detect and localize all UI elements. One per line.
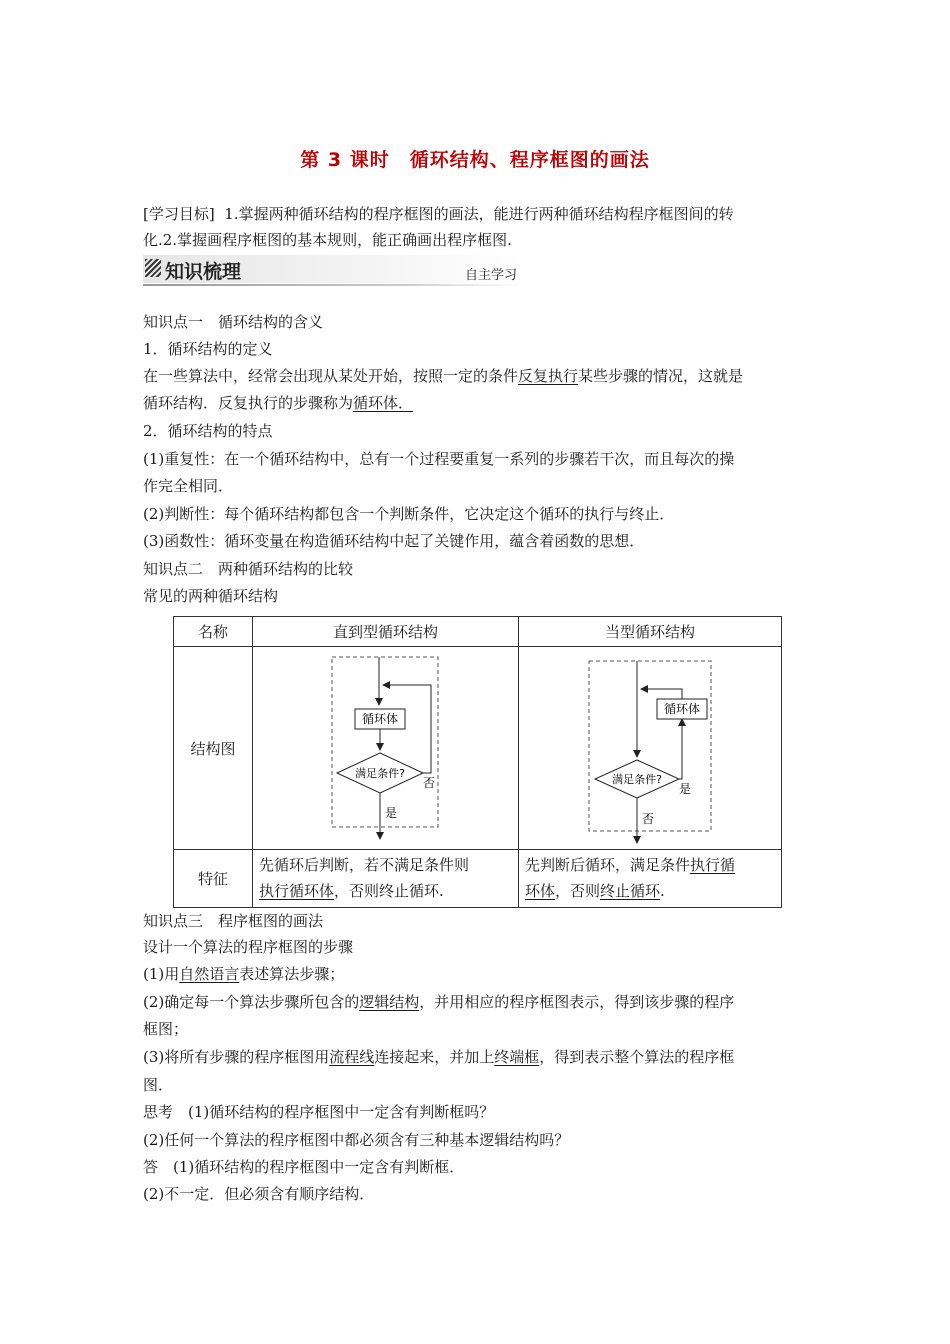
until-body-label: 循环体 bbox=[361, 712, 399, 726]
row-label-diagram: 结构图 bbox=[174, 647, 253, 850]
kp3-s1-text-a: (1)用 bbox=[143, 965, 180, 983]
while-yes-label: 是 bbox=[679, 782, 692, 796]
think-question-2: (2)任何一个算法的程序框图中都必须含有三种基本逻辑结构吗？ bbox=[143, 1131, 570, 1149]
page-title: 第 3 课时 循环结构、程序框图的画法 bbox=[300, 149, 650, 171]
kp3-step-2-line-2: 框图； bbox=[143, 1020, 189, 1038]
banner-subheading: 自主学习 bbox=[465, 268, 518, 283]
until-loop-diagram-cell bbox=[253, 647, 519, 850]
think-question-1: 思考 (1)循环结构的程序框图中一定含有判断框吗？ bbox=[143, 1103, 495, 1121]
until-feature-answer: 执行循环体 bbox=[259, 882, 335, 900]
kp1-s1-text-b: 某些步骤的情况，这就是 bbox=[578, 367, 744, 385]
until-feature-text-a: 先循环后判断，若不满足条件则 bbox=[259, 856, 470, 874]
banner-heading: 知识梳理 bbox=[165, 261, 242, 283]
objectives-text-1: 1.掌握两种循环结构的程序框图的画法，能进行两种循环结构程序框图间的转 bbox=[224, 205, 734, 223]
kp3-s1-text-b: 表述算法步骤； bbox=[239, 965, 345, 983]
while-cond-label: 满足条件? bbox=[612, 773, 662, 786]
section-banner bbox=[143, 255, 521, 303]
kp3-step-3-line-1 bbox=[143, 1047, 813, 1067]
kp1-s1-title: 1．循环结构的定义 bbox=[143, 340, 273, 358]
kp3-s3-text-b: 连接起来，并加上 bbox=[374, 1048, 495, 1066]
while-feature-text-a: 先判断后循环，满足条件 bbox=[525, 856, 691, 874]
kp2-heading: 知识点二 两种循环结构的比较 bbox=[143, 560, 354, 578]
kp3-step-3-line-2: 图． bbox=[143, 1076, 174, 1094]
kp3-heading: 知识点三 程序框图的画法 bbox=[143, 912, 324, 930]
header-until-type: 直到型循环结构 bbox=[253, 617, 519, 647]
until-loop-flowchart bbox=[253, 647, 518, 849]
kp1-s2-title: 2．循环结构的特点 bbox=[143, 422, 273, 440]
kp3-s3-text-c: ，得到表示整个算法的程序框 bbox=[539, 1048, 735, 1066]
while-body-label: 循环体 bbox=[663, 702, 701, 716]
kp1-p2: (2)判断性：每个循环结构都包含一个判断条件，它决定这个循环的执行与终止． bbox=[143, 505, 675, 523]
header-name: 名称 bbox=[174, 617, 253, 647]
kp1-p1-line-1: (1)重复性：在一个循环结构中，总有一个过程要重复一系列的步骤若干次，而且每次的操 bbox=[143, 450, 735, 468]
kp1-p3: (3)函数性：循环变量在构造循环结构中起了关键作用，蕴含着函数的思想． bbox=[143, 532, 645, 550]
until-feature-cell bbox=[253, 850, 519, 908]
kp1-s1-line-2 bbox=[143, 393, 813, 413]
kp3-step-1 bbox=[143, 964, 813, 984]
while-no-label: 否 bbox=[642, 812, 655, 826]
kp1-s1-answer-1: 反复执行 bbox=[518, 367, 579, 385]
until-cond-label: 满足条件? bbox=[355, 767, 405, 780]
while-loop-diagram-cell bbox=[519, 647, 782, 850]
while-feature-cell bbox=[519, 850, 782, 908]
while-yes-arrow bbox=[679, 719, 682, 779]
comparison-table bbox=[173, 616, 782, 908]
until-no-label: 否 bbox=[423, 776, 436, 790]
kp3-s2-text-a: (2)确定每一个算法步骤所包含的 bbox=[143, 993, 360, 1011]
kp2-intro: 常见的两种循环结构 bbox=[143, 587, 279, 605]
until-dashed-frame bbox=[332, 657, 438, 827]
kp3-step-2-line-1 bbox=[143, 992, 813, 1012]
banner-rule bbox=[143, 284, 521, 286]
kp3-s3-answer-1: 流程线 bbox=[329, 1048, 375, 1066]
kp3-intro: 设计一个算法的程序框图的步骤 bbox=[143, 938, 354, 956]
objectives-tag: [学习目标] bbox=[143, 205, 215, 223]
kp1-s1-answer-2: 循环体． bbox=[353, 394, 414, 412]
kp1-heading: 知识点一 循环结构的含义 bbox=[143, 313, 324, 331]
objectives-line-2: 化.2.掌握画程序框图的基本规则，能正确画出程序框图. bbox=[143, 231, 512, 249]
banner-stripes-icon bbox=[145, 259, 161, 277]
while-feature-text-b: ，否则 bbox=[555, 882, 601, 900]
table-diagram-row bbox=[174, 647, 782, 850]
kp3-s2-answer: 逻辑结构 bbox=[359, 993, 420, 1011]
kp3-s3-answer-2: 终端框 bbox=[494, 1048, 540, 1066]
while-feature-answer-1a: 执行循 bbox=[690, 856, 736, 874]
objectives-line-1 bbox=[143, 204, 813, 224]
kp3-s3-text-a: (3)将所有步骤的程序框图用 bbox=[143, 1048, 330, 1066]
think-answer-1: 答 (1)循环结构的程序框图中一定含有判断框． bbox=[143, 1158, 465, 1176]
think-answer-2: (2)不一定．但必须含有顺序结构． bbox=[143, 1185, 375, 1203]
kp1-s1-text-c: 循环结构．反复执行的步骤称为 bbox=[143, 394, 354, 412]
until-yes-label: 是 bbox=[385, 806, 398, 820]
while-loop-back-arrow bbox=[641, 689, 682, 699]
kp1-s1-text-a: 在一些算法中，经常会出现从某处开始，按照一定的条件 bbox=[143, 367, 519, 385]
while-feature-answer-1b: 环体 bbox=[525, 882, 556, 900]
row-label-feature: 特征 bbox=[174, 850, 253, 908]
table-header-row bbox=[174, 617, 782, 647]
header-while-type: 当型循环结构 bbox=[519, 617, 782, 647]
while-feature-answer-2: 终止循环 bbox=[600, 882, 661, 900]
while-feature-text-c: . bbox=[660, 882, 665, 900]
until-feature-text-b: ，否则终止循环. bbox=[334, 882, 444, 900]
while-loop-flowchart bbox=[519, 647, 781, 849]
kp3-s1-answer: 自然语言 bbox=[179, 965, 240, 983]
kp1-p1-line-2: 作完全相同． bbox=[143, 477, 234, 495]
kp1-s1-line-1 bbox=[143, 366, 813, 386]
table-feature-row bbox=[174, 850, 782, 908]
kp3-s2-text-b: ，并用相应的程序框图表示，得到该步骤的程序 bbox=[419, 993, 735, 1011]
while-dashed-frame bbox=[589, 661, 711, 831]
